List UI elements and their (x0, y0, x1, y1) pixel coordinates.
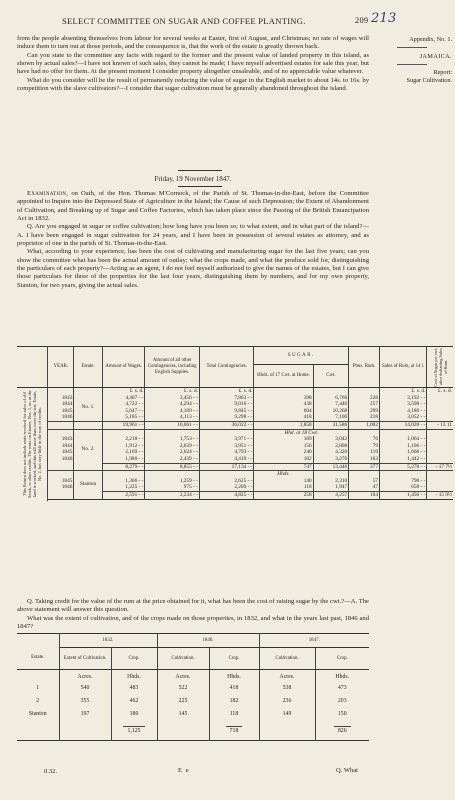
cell-rum: 257 (370, 401, 378, 408)
cell-total: 2,625 - - (234, 477, 253, 484)
total-cwt: 31,586 (313, 421, 349, 429)
cell-rum: 299 (370, 407, 378, 414)
cell-cwt: 7,446 (335, 401, 348, 408)
cell-estate: No. 2. (74, 436, 102, 463)
cell-value: 182 (209, 694, 259, 707)
cell-contingencies: 4,189 - - (179, 407, 198, 414)
cell-hhds: 438 (303, 401, 312, 408)
question-paragraph: Q. Are you engaged in sugar or coffee cultivation; how long have you been so; to what extent, and in what part of the island?—A. I have been engaged in sugar cultivation for 24 years, and I have been in possession of several estates as attorney, and as proprietor of one in the parish of St. Thomas-in-the-East. (17, 223, 369, 248)
unit-label: Hhds. (209, 670, 259, 682)
year-header: 1847. (259, 634, 369, 648)
cell-sales: 3,052 - - (407, 414, 426, 421)
col-wages: Amount of Wages. (102, 347, 145, 388)
total-crop: 718 (226, 726, 243, 734)
cell-total: 9,298 - - (234, 414, 253, 421)
cell-value: 225 (157, 694, 209, 707)
table-row (17, 707, 369, 720)
col-crop: Crop. (315, 648, 369, 670)
total-hhds: 1,858 (254, 421, 313, 429)
margin-rule (397, 47, 427, 48)
col-estate: Estate. (74, 347, 102, 388)
cell-rum: 47 (372, 484, 378, 491)
cell-cwt: 3,276 (335, 455, 348, 462)
cell-wages: 2,169 - - (125, 449, 144, 456)
cell-value: 236 (259, 694, 315, 707)
intro-text (17, 35, 369, 93)
margin-report-line2: Sugar Cultivation. (406, 77, 452, 84)
cell-year: 1846 (61, 455, 73, 462)
cell-value: 540 (59, 681, 111, 694)
cell-value: 522 (157, 681, 209, 694)
col-estate: Estate. (17, 648, 59, 670)
post-table-text (17, 598, 369, 631)
unit-label: Acres. (59, 670, 111, 682)
total-cost: - 15 9½ (427, 491, 453, 499)
page-number: 209 (355, 16, 369, 25)
totals-row (17, 421, 453, 429)
currency-label: £. s. d. (145, 388, 200, 395)
cell-cwt: 7,106 (335, 414, 348, 421)
cell-sales: 1,442 - - (407, 455, 426, 462)
total-cost: - 17 7½ (427, 463, 453, 471)
cell-year: 1844 (61, 442, 73, 449)
cell-rum: 228 (370, 394, 378, 401)
cell-wages: 4,722 - - (125, 401, 144, 408)
table-row (17, 436, 453, 463)
question-paragraph: Q. Taking credit for the value of the rum at the price obtained for it, what has been the cost of raising sugar by the cwt.?—A. The above statement will answer this question. (17, 598, 369, 614)
col-sales: Sales of Rum, at 14 l. (379, 347, 426, 388)
table-row (17, 388, 453, 395)
totals-row (17, 720, 369, 740)
total-wages: 2,591 - - (102, 491, 145, 499)
table-row (17, 429, 453, 436)
cell-wages: 1,366 - - (125, 477, 144, 484)
cell-estate: 2 (17, 694, 59, 707)
cell-rum: 79 (372, 442, 378, 449)
cell-wages: 2,218 - - (125, 436, 144, 443)
cell-sales: 1,666 - - (407, 449, 426, 456)
cell-hhds: 240 (303, 449, 312, 456)
col-rum: Pbns. Rum. (349, 347, 380, 388)
margin-colony: JAMAICA. (419, 53, 452, 60)
cell-sales: 1,064 - - (407, 436, 426, 443)
cell-wages: 1,912 - - (125, 442, 144, 449)
cell-value: 462 (111, 694, 157, 707)
total-contingencies: 2,234 - - (145, 491, 200, 499)
cell-value: 197 (59, 707, 111, 720)
cell-year: 1844 (61, 401, 73, 408)
section-rule (178, 186, 222, 187)
cell-contingencies: 3,456 - - (179, 394, 198, 401)
cell-value: 538 (259, 681, 315, 694)
total-rum: 104 (349, 491, 380, 499)
col-total: Total Contingencies. (199, 347, 254, 388)
col-hhds: Hhds. of 17 Cwt. at Home. (254, 365, 313, 388)
cell-value: 150 (315, 707, 369, 720)
cell-year: 1843 (61, 394, 73, 401)
total-contingencies: 16,061 - - (145, 421, 200, 429)
paragraph: Can you state to the committee any facts with regard to the former and the present value of landed property in this island, as shown by actual sales?—I have not known of such sales, they cannot be made; I have myself advertised estates for sale this year, but have had no offer for them. At the present moment I consider property altogether unsaleable, and of no appreciable value whatever. (17, 51, 369, 76)
cell-wages: 1,225 - - (125, 484, 144, 491)
cell-hhds: 418 (303, 414, 312, 421)
cell-contingencies: 1,753 - - (179, 436, 198, 443)
cell-value: 473 (315, 681, 369, 694)
total-cost: - 13 11 (427, 421, 453, 429)
total-wages: 8,279 - - (102, 463, 145, 471)
total-rum: 377 (349, 463, 380, 471)
currency-label: £. s. d. (379, 388, 426, 395)
running-title: SELECT COMMITTEE ON SUGAR AND COFFEE PLANTING. (62, 16, 306, 26)
cell-estate: 1 (17, 681, 59, 694)
cell-total: 7,863 - - (234, 394, 253, 401)
cell-value: 483 (111, 681, 157, 694)
totals-row (17, 463, 453, 471)
cell-contingencies: 4,294 - - (179, 401, 198, 408)
cell-rum: 103 (370, 455, 378, 462)
side-notes-header (17, 347, 48, 388)
unit-label: Hhds. (111, 670, 157, 682)
table-row (17, 478, 453, 492)
currency-label: £. s. d. (427, 388, 453, 395)
total-rum: 1,002 (349, 421, 380, 429)
cell-contingencies: 975 - - (183, 484, 198, 491)
cell-sales: 658 - - (411, 484, 426, 491)
margin-rule (397, 64, 427, 65)
col-cwt: Cwt. (313, 365, 349, 388)
cell-total: 9,845 - - (234, 407, 253, 414)
cell-total: 3,971 - - (234, 436, 253, 443)
col-crop: Crop. (111, 648, 157, 670)
cell-contingencies: 4,113 - - (180, 414, 198, 421)
cell-value: 418 (209, 681, 259, 694)
examination-lead: Examination, (27, 190, 69, 197)
unit-label: Acres. (157, 670, 209, 682)
col-crop: Crop. (209, 648, 259, 670)
cell-year: 1845 (61, 449, 73, 456)
cell-cwt: 3,042 (335, 436, 348, 443)
handwritten-page-number: 213 (371, 11, 397, 26)
cell-total: 3,951 - - (234, 442, 253, 449)
margin-appendix: Appendix, No. 1. (409, 36, 452, 43)
col-year: YEAR. (48, 347, 74, 388)
cell-hhds: 156 (303, 442, 312, 449)
total-total: 4,825 - - (199, 491, 254, 499)
paragraph: What do you consider will be the result of permanently reducing the value of sugar in the English market to about 14s. to 16s. by competition with the slave cultivators?—I consider that sugar cultivation must be generally abandoned throughout the island. (17, 76, 369, 93)
cell-hhds: 398 (303, 394, 312, 401)
cell-hhds: 182 (303, 455, 312, 462)
cell-value: 145 (157, 707, 209, 720)
cell-wages: 5,185 - - (125, 414, 144, 421)
col-cultivation: Cultivation. (259, 648, 315, 670)
cell-estate: Stanton (74, 478, 102, 492)
table-row (17, 681, 369, 694)
cell-wages: 5,647 - - (125, 407, 144, 414)
cell-sales: 3,192 - - (407, 394, 426, 401)
table-row (17, 471, 453, 478)
cell-total: 4,419 - - (234, 455, 253, 462)
signature-mark: E e (178, 767, 190, 774)
cell-hhds: 140 (303, 477, 312, 484)
cell-hhds: 604 (303, 407, 312, 414)
unit-note: Hhds. (254, 471, 313, 478)
running-header (0, 11, 455, 30)
side-note-credits: This Return does not include rents received for sales of old Stock, or other credits. The rents on Estates, Nos. 1, no as the land is worked, and this will more than cover the ten, Estate, No. 2, has very little in the way of credits. (22, 390, 43, 499)
col-contingencies: Amount of all other Contingencies, including English Supplies. (145, 347, 200, 388)
cell-value: 118 (209, 707, 259, 720)
cell-estate: No. 1. (74, 395, 102, 422)
cell-cwt: 10,268 (332, 407, 348, 414)
col-cost: Cost of Sugar per cwt. after deducting Sales of Rum. (432, 347, 448, 387)
cell-value: 355 (59, 694, 111, 707)
paragraph: from the people absenting themselves from labour for several weeks at Easter, first of August, and Christmas; no rate of wages will induce them to turn out at those periods, and the consequence is, that the work of the estate is greatly thrown back. (17, 35, 369, 51)
currency-label: £. s. d. (102, 388, 145, 395)
table-row (17, 694, 369, 707)
cell-year: 1846 (61, 484, 73, 491)
unit-label: Acres. (259, 670, 315, 682)
cell-sales: 798 - - (411, 477, 426, 484)
year-header: 1832. (59, 634, 157, 648)
unit-label: Hhds. (315, 670, 369, 682)
total-crop: 826 (334, 726, 351, 734)
cell-cwt: 2,808 (335, 442, 348, 449)
examination-text (17, 190, 369, 290)
question-paragraph: What was the extent of cultivation, and of the crops made on those properties, in 1832, and what in the years last past, 1846 and 1847? (17, 614, 369, 631)
total-sales: 1,456 - - (379, 491, 426, 499)
cell-cwt: 6,766 (335, 394, 348, 401)
cell-sales: 4,186 - - (407, 407, 426, 414)
cell-cwt: 4,320 (335, 449, 348, 456)
cell-cwt: 2,310 (335, 477, 348, 484)
cell-rum: 57 (372, 477, 378, 484)
year-header: 1846. (157, 634, 259, 648)
catchword: Q. What (336, 767, 358, 774)
col-extent: Extent of Cultivation. (59, 648, 111, 670)
cell-contingencies: 1,259 - - (179, 477, 198, 484)
cell-contingencies: 2,439 - - (179, 455, 198, 462)
total-hhds: 258 (254, 491, 313, 499)
total-sales: 5,278 - - (379, 463, 426, 471)
total-cwt: 13,446 (313, 463, 349, 471)
section-rule (178, 170, 222, 171)
cell-sales: 1,106 - - (407, 442, 426, 449)
cell-contingencies: 2,624 - - (179, 449, 198, 456)
total-total: 36,022 - - (199, 421, 254, 429)
units-row (17, 670, 369, 682)
cell-year: 1845 (61, 477, 73, 484)
cell-wages: 4,407 - - (125, 394, 144, 401)
cell-year: 1843 (61, 436, 73, 443)
footer-code: 0.32. (44, 768, 57, 775)
cell-year: 1846 (61, 414, 73, 421)
cell-sales: 3,598 - - (407, 401, 426, 408)
total-total: 17,134 - - (199, 463, 254, 471)
cell-total: 4,793 - - (234, 449, 253, 456)
cell-cwt: 1,947 (335, 484, 348, 491)
total-cwt: 4,257 (313, 491, 349, 499)
cell-hhds: 118 (303, 484, 312, 491)
cell-value: 149 (259, 707, 315, 720)
table-row (17, 395, 453, 422)
col-cultivation: Cultivation. (157, 648, 209, 670)
date-heading: Friday, 19 November 1847. (154, 175, 232, 183)
cell-estate: Stanton (17, 707, 59, 720)
cell-value: 180 (111, 707, 157, 720)
col-sugar: SUGAR. (254, 347, 349, 365)
examination-body: on Oath, of the Hon. Thomas M'Cornock, of the Parish of St. Thomas-in-the-East, before the Committee appointed to Inquire into the Depressed State of Agriculture in the Island; the Cause of such Depression; the Extent of Abandonment of Cultivation, and Breaking up of Sugar and Coffee Factories, which has taken place since the Passing of the British Emancipation Act in 1832. (17, 190, 369, 223)
cultivation-table (17, 633, 369, 742)
cell-value: 203 (315, 694, 369, 707)
cell-total: 2,200 - - (234, 484, 253, 491)
cell-year: 1845 (61, 407, 73, 414)
cell-rum: 76 (372, 436, 378, 443)
cell-total: 9,016 - - (234, 401, 253, 408)
totals-row (17, 491, 453, 499)
cell-rum: 119 (370, 449, 378, 456)
margin-report-line1: Report: (433, 69, 452, 76)
cell-hhds: 169 (303, 436, 312, 443)
total-crop: 1,125 (123, 726, 144, 734)
question-paragraph: What, according to your experience, has been the cost of cultivating and manufacturing sugar for the last five years; can you show the committee what has been the actual amount of outlay; what the crops made, and what the produce sold for, distinguishing the particulars of each property?—Acting as an agent, I do not feel myself authorized to give the names of the estates, but I can give those particulars for three of the properties for the last four years, distinguishing them by numbers, and for my own property, Stanton, for two years, giving the actual sales. (17, 248, 369, 289)
total-wages: 19,961 - - (102, 421, 145, 429)
cell-rum: 218 (370, 414, 378, 421)
cost-table (17, 346, 453, 501)
currency-label: £. s. d. (199, 388, 254, 395)
total-contingencies: 8,855 - - (145, 463, 200, 471)
cell-contingencies: 2,039 - - (179, 442, 198, 449)
total-hhds: 747 (254, 463, 313, 471)
total-sales: 14,028 - - (379, 421, 426, 429)
cell-wages: 1,980 - - (125, 455, 144, 462)
unit-note: Hhd. at 18 Cwt. (254, 429, 349, 436)
